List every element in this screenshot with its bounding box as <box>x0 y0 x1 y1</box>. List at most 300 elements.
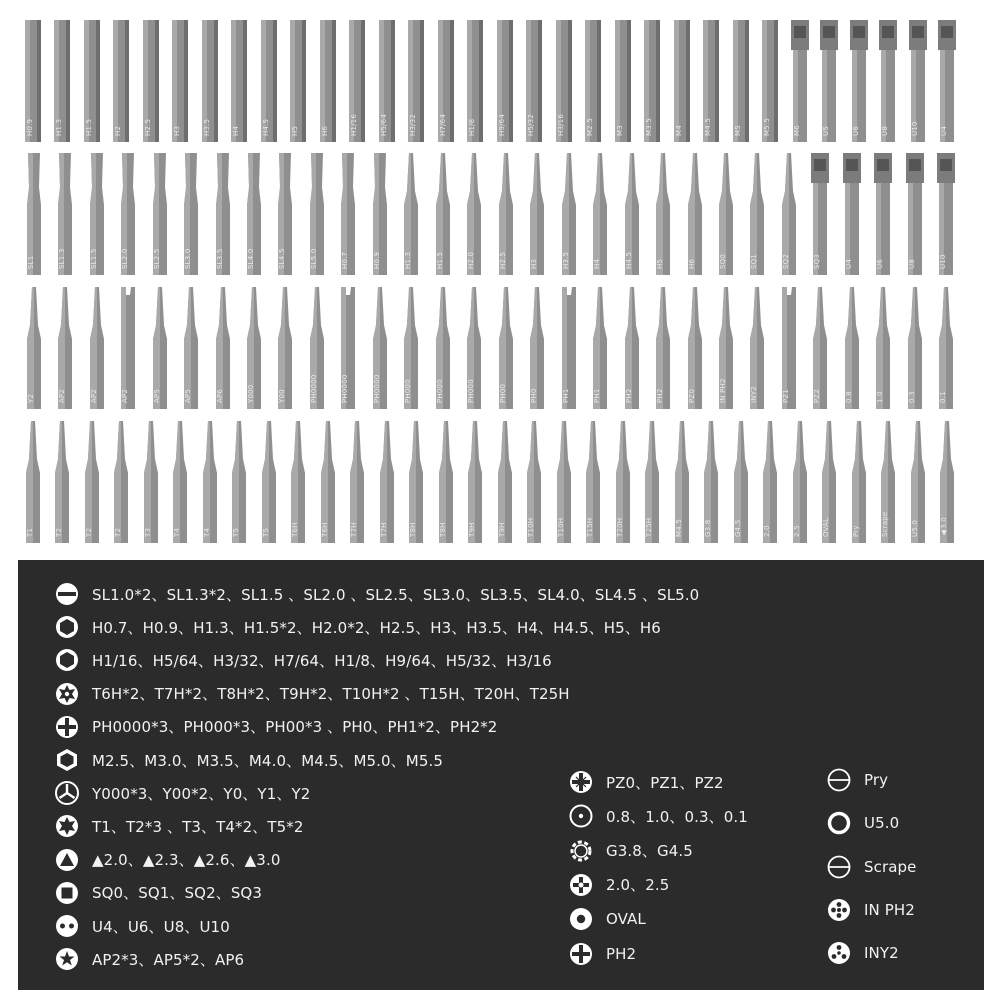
bit-label: 2.0 <box>763 525 771 537</box>
legend-item <box>568 801 748 831</box>
bit-label: T15H <box>586 517 594 537</box>
bit-label: 0.8 <box>845 391 853 403</box>
screwdriver-bit <box>818 18 840 142</box>
legend-text: M2.5、M3.0、M3.5、M4.0、M4.5、M5.0、M5.5 <box>92 751 443 770</box>
screwdriver-bit <box>700 419 722 543</box>
bit-label: Pry <box>852 525 860 537</box>
hex-icon <box>54 614 80 640</box>
bit-label: T9H <box>498 522 506 537</box>
screwdriver-bit <box>212 151 234 275</box>
screwdriver-bit <box>746 285 768 409</box>
screwdriver-bit <box>258 18 280 142</box>
screwdriver-bit <box>818 419 840 543</box>
screwdriver-bit <box>526 151 548 275</box>
bit-label: Y2 <box>27 393 35 403</box>
screwdriver-bit <box>54 151 76 275</box>
bit-label: T8H <box>409 522 417 537</box>
bit-label: U8 <box>881 126 889 136</box>
legend-item <box>54 612 661 642</box>
bit-label: 0.1 <box>939 391 947 403</box>
screwdriver-bit <box>621 285 643 409</box>
screwdriver-bit <box>22 18 44 142</box>
bit-label: H7/64 <box>439 114 447 136</box>
bit-label: Y000 <box>247 384 255 403</box>
screwdriver-bit <box>872 151 894 275</box>
legend-item <box>826 808 899 838</box>
screwdriver-bit <box>369 285 391 409</box>
screwdriver-bit <box>435 18 457 142</box>
screwdriver-bit <box>936 18 958 142</box>
bit-label: T25H <box>645 517 653 537</box>
legend-item <box>826 895 915 925</box>
bit-label: 1.0 <box>876 391 884 403</box>
bit-label: H2 <box>114 125 122 136</box>
screwdriver-bit <box>730 18 752 142</box>
legend-text: AP2*3、AP5*2、AP6 <box>92 950 245 969</box>
screwdriver-bit <box>405 419 427 543</box>
legend-item <box>54 745 443 775</box>
screwdriver-bit <box>715 151 737 275</box>
screwdriver-bit <box>306 285 328 409</box>
legend-text: OVAL <box>606 910 646 929</box>
screwdriver-bit <box>671 419 693 543</box>
bit-label: SQ0 <box>719 253 727 269</box>
screwdriver-bit <box>405 18 427 142</box>
screwdriver-bit <box>848 419 870 543</box>
bit-row <box>18 18 984 142</box>
screwdriver-bit <box>789 419 811 543</box>
screwdriver-bit <box>778 285 800 409</box>
screwdriver-bit <box>936 419 958 543</box>
legend-item <box>54 878 262 908</box>
bit-label: T2 <box>85 527 93 537</box>
screwdriver-bit <box>317 18 339 142</box>
screwdriver-bit <box>494 419 516 543</box>
legend-text: H0.7、H0.9、H1.3、H1.5*2、H2.0*2、H2.5、H3、H3.5、H4、H4.5、H5、H6 <box>92 618 661 637</box>
screwdriver-bit <box>86 285 108 409</box>
bit-label: SL1.5 <box>90 248 98 269</box>
screwdriver-bit <box>212 285 234 409</box>
screwdriver-bit <box>376 18 398 142</box>
bit-label: PH0000 <box>310 374 318 403</box>
screwdriver-bit <box>526 285 548 409</box>
bit-label: SL4.5 <box>278 248 286 269</box>
bit-label: H9/64 <box>498 114 506 136</box>
screwdriver-bit <box>140 419 162 543</box>
screwdriver-bit <box>435 419 457 543</box>
screwdriver-bit <box>287 18 309 142</box>
screwdriver-bit <box>432 285 454 409</box>
bit-label: PH00 <box>499 383 507 403</box>
bit-label: AP5 <box>153 388 161 403</box>
torx-icon <box>54 813 80 839</box>
legend-item <box>54 811 304 841</box>
legend-item <box>54 778 310 808</box>
pry-icon <box>826 767 852 793</box>
screwdriver-bit <box>935 151 957 275</box>
bit-row <box>18 419 984 543</box>
screwdriver-bit <box>684 151 706 275</box>
bit-label: H1.3 <box>404 251 412 269</box>
bit-label: PH2 <box>625 388 633 403</box>
screwdriver-bit <box>86 151 108 275</box>
bit-label: AP2 <box>90 388 98 403</box>
bit-label: SL3.5 <box>216 248 224 269</box>
screwdriver-bit <box>169 18 191 142</box>
legend-item <box>54 579 699 609</box>
screwdriver-bit <box>463 285 485 409</box>
bit-label: M3 <box>616 125 624 136</box>
screwdriver-bit <box>778 151 800 275</box>
legend-text: U5.0 <box>864 814 900 833</box>
screwdriver-bit <box>789 18 811 142</box>
screwdriver-bit <box>582 419 604 543</box>
hex-socket-icon <box>54 747 80 773</box>
screwdriver-bit <box>652 285 674 409</box>
screwdriver-bit <box>23 285 45 409</box>
gear-icon <box>568 838 594 864</box>
screwdriver-bit <box>432 151 454 275</box>
legend-text: PZ0、PZ1、PZ2 <box>606 773 724 792</box>
screwdriver-bit <box>199 419 221 543</box>
legend-item <box>568 904 646 934</box>
screwdriver-bit <box>671 18 693 142</box>
bit-label: SL1.3 <box>58 248 66 269</box>
bit-label: M4 <box>675 125 683 136</box>
hex-icon <box>54 647 80 673</box>
legend-text: IN PH2 <box>864 900 915 919</box>
legend-item <box>54 845 280 875</box>
screwdriver-bit <box>169 419 191 543</box>
legend-item <box>568 870 669 900</box>
bit-label: H3 <box>530 258 538 269</box>
bit-label: PZ1 <box>782 388 790 403</box>
legend-item <box>568 939 636 969</box>
bit-label: U10 <box>911 121 919 136</box>
bit-label: H6 <box>688 258 696 269</box>
legend-item <box>568 836 693 866</box>
bit-label: H3.5 <box>562 251 570 269</box>
screwdriver-bit <box>180 151 202 275</box>
screwdriver-bit <box>346 419 368 543</box>
bit-label: 0.3 <box>908 391 916 403</box>
screwdriver-bit <box>935 285 957 409</box>
phillips-icon <box>54 714 80 740</box>
screwdriver-bit <box>51 419 73 543</box>
legend-panel <box>18 560 984 990</box>
legend-text: Scrape <box>864 857 917 876</box>
screwdriver-bit <box>376 419 398 543</box>
bit-label: SQ2 <box>782 253 790 269</box>
bit-label: H1.5 <box>436 251 444 269</box>
screwdriver-bit <box>243 285 265 409</box>
screwdriver-bit <box>400 285 422 409</box>
dot-icon <box>568 803 594 829</box>
bit-label: SL2.0 <box>121 248 129 269</box>
bit-label: PH0 <box>530 388 538 403</box>
bit-label: H1/16 <box>350 114 358 136</box>
legend-text: SL1.0*2、SL1.3*2、SL1.5 、SL2.0 、SL2.5、SL3.0、SL3.5、SL4.0、SL4.5 、SL5.0 <box>92 585 700 604</box>
legend-text: 0.8、1.0、0.3、0.1 <box>606 807 748 826</box>
bit-label: PH1 <box>562 388 570 403</box>
bit-label: U4 <box>845 259 853 269</box>
screwdriver-bit <box>553 419 575 543</box>
bit-label: PH2 <box>656 388 664 403</box>
bit-label: U6 <box>876 259 884 269</box>
torx-security-icon <box>54 681 80 707</box>
bit-label: T4 <box>173 527 181 537</box>
phillips-icon <box>568 941 594 967</box>
legend-item <box>568 767 724 797</box>
bit-label: 2.5 <box>793 525 801 537</box>
legend-text: U4、U6、U8、U10 <box>92 917 230 936</box>
bit-label: SL1 <box>27 255 35 269</box>
bit-label: AP5 <box>184 388 192 403</box>
screwdriver-bit <box>228 419 250 543</box>
legend-text: T1、T2*3 、T3、T4*2、T5*2 <box>92 817 304 836</box>
bit-label: H0.9 <box>373 251 381 269</box>
screwdriver-bit <box>621 151 643 275</box>
screwdriver-bit <box>23 151 45 275</box>
screwdriver-bit <box>400 151 422 275</box>
screwdriver-bit <box>759 419 781 543</box>
screwdriver-bit <box>730 419 752 543</box>
screwdriver-bit <box>243 151 265 275</box>
screwdriver-bit <box>759 18 781 142</box>
bit-label: H1.5 <box>85 118 93 136</box>
bit-label: T9H <box>468 522 476 537</box>
screwdriver-bit <box>809 151 831 275</box>
triangle-icon <box>54 847 80 873</box>
screwdriver-bit <box>523 419 545 543</box>
legend-item <box>826 852 916 882</box>
bit-label: SQ1 <box>750 253 758 269</box>
bit-label: T7H <box>350 522 358 537</box>
bit-label: H3.5 <box>203 118 211 136</box>
bit-label: T2 <box>114 527 122 537</box>
screwdriver-bit <box>589 151 611 275</box>
bit-label: PH1 <box>593 388 601 403</box>
screwdriver-bit <box>495 285 517 409</box>
bit-label: H3 <box>173 125 181 136</box>
screwdriver-bit <box>809 285 831 409</box>
legend-item <box>54 679 570 709</box>
screwdriver-bit <box>274 151 296 275</box>
bit-label: H5/64 <box>380 114 388 136</box>
bit-label: T4 <box>203 527 211 537</box>
screwdriver-bit <box>149 285 171 409</box>
legend-item <box>54 911 230 941</box>
bit-label: T3 <box>144 527 152 537</box>
screwdriver-bit <box>494 18 516 142</box>
bit-label: T20H <box>616 517 624 537</box>
bit-label: T6H <box>291 522 299 537</box>
bit-label: H5 <box>656 258 664 269</box>
bit-label: PH000 <box>436 379 444 403</box>
bit-label: U10 <box>939 254 947 269</box>
screwdriver-bit <box>746 151 768 275</box>
bit-label: INY2 <box>750 386 758 403</box>
screwdriver-bit <box>81 419 103 543</box>
screwdriver-bit <box>464 419 486 543</box>
bit-label: SL4.0 <box>247 248 255 269</box>
u-type-icon <box>54 913 80 939</box>
scrape-icon <box>826 854 852 880</box>
bit-label: H5 <box>291 125 299 136</box>
legend-text: PH0000*3、PH000*3、PH00*3 、PH0、PH1*2、PH2*2 <box>92 718 498 737</box>
screwdriver-bit <box>553 18 575 142</box>
screwdriver-bit <box>337 151 359 275</box>
bit-label: H4.5 <box>625 251 633 269</box>
screwdriver-bit <box>317 419 339 543</box>
legend-text: T6H*2、T7H*2、T8H*2、T9H*2、T10H*2 、T15H、T20H、T25H <box>92 685 570 704</box>
bit-label: U6 <box>852 126 860 136</box>
bit-label: H2.0 <box>467 251 475 269</box>
bit-label: Y00 <box>278 389 286 403</box>
bit-label: T10H <box>557 517 565 537</box>
bit-label: PZ2 <box>813 388 821 403</box>
bit-label: T6H <box>321 522 329 537</box>
screwdriver-bit <box>463 151 485 275</box>
bit-label: H0.7 <box>341 251 349 269</box>
cross-circle-icon <box>568 872 594 898</box>
bit-label: H4 <box>593 258 601 269</box>
bit-label: SL3.0 <box>184 248 192 269</box>
bit-label: ▲3.0 <box>940 517 948 537</box>
screwdriver-bit <box>81 18 103 142</box>
screwdriver-bit <box>904 285 926 409</box>
bit-label: T2 <box>55 527 63 537</box>
legend-text: PH2 <box>606 944 637 963</box>
screwdriver-bit <box>904 151 926 275</box>
screwdriver-bit <box>848 18 870 142</box>
bit-label: IN PH2 <box>719 378 727 403</box>
bit-label: PH000 <box>404 379 412 403</box>
legend-item <box>826 765 888 795</box>
legend-item <box>826 938 899 968</box>
bit-label: G3.8 <box>704 519 712 537</box>
legend-item <box>54 712 497 742</box>
screwdriver-bit <box>140 18 162 142</box>
screwdriver-bit <box>589 285 611 409</box>
screwdriver-bit <box>877 419 899 543</box>
bit-label: M4.5 <box>675 519 683 537</box>
screwdriver-bit <box>558 151 580 275</box>
in-ph2-icon <box>826 897 852 923</box>
bit-label: SL5.0 <box>310 248 318 269</box>
bit-label: U5 <box>822 126 830 136</box>
bit-label: OVAL <box>822 517 830 537</box>
screwdriver-bit <box>907 419 929 543</box>
bit-label: T5 <box>232 527 240 537</box>
bit-label: T8H <box>439 522 447 537</box>
screwdriver-bit <box>228 18 250 142</box>
bit-label: H4.5 <box>262 118 270 136</box>
bit-label: M3.5 <box>645 118 653 136</box>
bit-label: H1/8 <box>468 118 476 136</box>
legend-item <box>54 645 552 675</box>
bit-label: G4.5 <box>734 519 742 537</box>
screwdriver-bit <box>495 151 517 275</box>
bit-label: T7H <box>380 522 388 537</box>
ring-icon <box>826 810 852 836</box>
screwdriver-bit <box>54 285 76 409</box>
screwdriver-bit <box>612 18 634 142</box>
bit-label: M4.5 <box>704 118 712 136</box>
screwdriver-bit <box>523 18 545 142</box>
bit-label: H1.3 <box>55 118 63 136</box>
bit-label: H3/16 <box>557 114 565 136</box>
oval-icon <box>568 906 594 932</box>
screwdriver-bit <box>872 285 894 409</box>
slotted-icon <box>54 581 80 607</box>
screwdriver-bit <box>346 18 368 142</box>
bit-label: H0.9 <box>26 118 34 136</box>
bit-label: U5.0 <box>911 519 919 537</box>
bit-label: PZ0 <box>688 388 696 403</box>
legend-text: Y000*3、Y00*2、Y0、Y1、Y2 <box>92 784 311 803</box>
screwdriver-bit <box>306 151 328 275</box>
bit-label: Scrape <box>881 511 889 537</box>
tri-wing-icon <box>54 780 80 806</box>
screwdriver-bit <box>180 285 202 409</box>
screwdriver-bit <box>51 18 73 142</box>
bit-label: AP2 <box>58 388 66 403</box>
screwdriver-bit <box>22 419 44 543</box>
bit-label: PH0000 <box>373 374 381 403</box>
bit-row <box>18 151 984 275</box>
screwdriver-bit <box>464 18 486 142</box>
legend-text: ▲2.0、▲2.3、▲2.6、▲3.0 <box>92 851 281 870</box>
bit-label: H2.5 <box>499 251 507 269</box>
bit-label: PH000 <box>467 379 475 403</box>
bits-photo <box>18 8 984 548</box>
bit-label: H5/32 <box>527 114 535 136</box>
screwdriver-bit <box>287 419 309 543</box>
legend-text: SQ0、SQ1、SQ2、SQ3 <box>92 884 262 903</box>
bit-label: T10H <box>527 517 535 537</box>
screwdriver-bit <box>841 285 863 409</box>
legend-item <box>54 944 244 974</box>
bit-label: AP2 <box>121 388 129 403</box>
bit-label: M5.5 <box>763 118 771 136</box>
legend-text: 2.0、2.5 <box>606 876 670 895</box>
screwdriver-bit <box>558 285 580 409</box>
screwdriver-bit <box>199 18 221 142</box>
legend-text: Pry <box>864 771 889 789</box>
bit-label: H6 <box>321 125 329 136</box>
screwdriver-bit <box>641 419 663 543</box>
bit-label: M6 <box>793 125 801 136</box>
bit-label: T1 <box>26 527 34 537</box>
bit-label: H3/32 <box>409 114 417 136</box>
pentalobe-icon <box>54 946 80 972</box>
bit-label: H4 <box>232 125 240 136</box>
square-icon <box>54 880 80 906</box>
screwdriver-bit <box>582 18 604 142</box>
screwdriver-bit <box>715 285 737 409</box>
pozidriv-icon <box>568 769 594 795</box>
bit-label: AP6 <box>216 388 224 403</box>
screwdriver-bit <box>369 151 391 275</box>
screwdriver-bit <box>274 285 296 409</box>
iny2-icon <box>826 940 852 966</box>
legend-text: INY2 <box>864 944 899 963</box>
screwdriver-bit <box>149 151 171 275</box>
screwdriver-bit <box>907 18 929 142</box>
legend-text: H1/16、H5/64、H3/32、H7/64、H1/8、H9/64、H5/32、H3/16 <box>92 651 552 670</box>
bit-label: SL2.5 <box>153 248 161 269</box>
